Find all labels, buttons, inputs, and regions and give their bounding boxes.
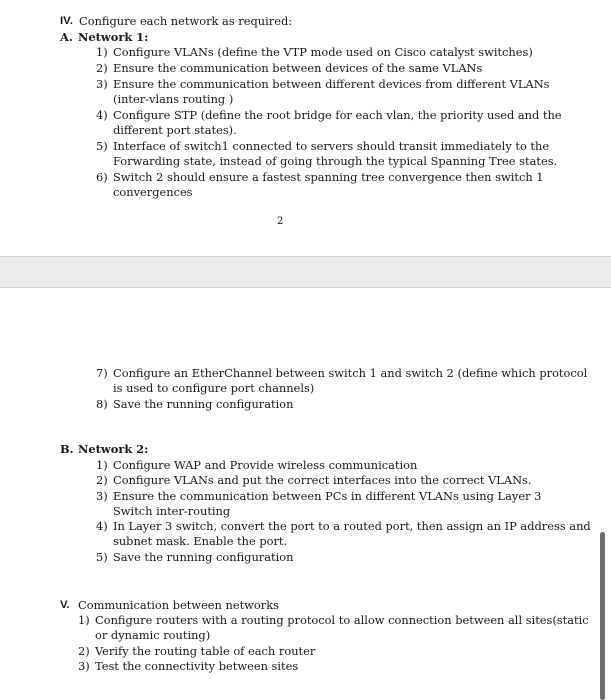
network1-item-5-number: 5) (96, 139, 108, 153)
section-v-item-3-number: 3) (78, 659, 90, 673)
section-iv-numeral: IV. (60, 15, 73, 27)
network1-item-6-number: 6) (96, 170, 108, 184)
network1-item-1-number: 1) (96, 45, 108, 59)
network1-item-8-number: 8) (96, 397, 108, 411)
network1-item-4-text-line1: Configure STP (define the root bridge for each vlan, the priority used and the (113, 108, 562, 122)
network2-letter: B. (60, 442, 74, 456)
network2-item-4-text-line2: subnet mask. Enable the port. (113, 534, 288, 548)
network2-title: Network 2: (78, 442, 149, 456)
network2-item-4-number: 4) (96, 519, 108, 533)
network1-item-7-number: 7) (96, 366, 108, 380)
network1-letter: A. (60, 30, 73, 44)
network2-item-4-text-line1: In Layer 3 switch, convert the port to a routed port, then assign an IP address and (113, 519, 591, 533)
network1-item-2-number: 2) (96, 61, 108, 75)
scrollbar-thumb[interactable] (600, 532, 605, 700)
network2-item-1-number: 1) (96, 458, 108, 472)
network1-item-8-text: Save the running configuration (113, 397, 294, 411)
network1-item-3-text-line1: Ensure the communication between different devices from different VLANs (113, 77, 550, 91)
network1-item-1-text: Configure VLANs (define the VTP mode used on Cisco catalyst switches) (113, 45, 533, 59)
network2-item-1-text: Configure WAP and Provide wireless communication (113, 458, 418, 472)
network1-title: Network 1: (78, 30, 149, 44)
section-v-item-2-number: 2) (78, 644, 90, 658)
page-number: 2 (277, 216, 284, 227)
network2-item-3-text-line1: Ensure the communication between PCs in different VLANs using Layer 3 (113, 489, 542, 503)
network1-item-7-text-line2: is used to configure port channels) (113, 381, 315, 395)
network1-item-5-text-line2: Forwarding state, instead of going through the typical Spanning Tree states. (113, 154, 558, 168)
network2-item-2-number: 2) (96, 473, 108, 487)
network1-item-4-number: 4) (96, 108, 108, 122)
section-v-item-1-text-line2: or dynamic routing) (95, 628, 211, 642)
section-v-numeral: V. (60, 599, 70, 611)
network1-item-3-text-line2: (inter-vlans routing ) (113, 92, 234, 106)
section-v-item-2-text: Verify the routing table of each router (95, 644, 316, 658)
network2-item-3-number: 3) (96, 489, 108, 503)
section-iv-title: Configure each network as required: (79, 14, 293, 28)
network1-item-4-text-line2: different port states). (113, 123, 237, 137)
network1-item-7-text-line1: Configure an EtherChannel between switch 1 and switch 2 (define which protocol (113, 366, 588, 380)
network2-item-2-text: Configure VLANs and put the correct interfaces into the correct VLANs. (113, 473, 532, 487)
network1-item-5-text-line1: Interface of switch1 connected to servers should transit immediately to the (113, 139, 550, 153)
section-v-item-1-text-line1: Configure routers with a routing protocol to allow connection between all sites(static (95, 613, 589, 627)
network1-item-6-text-line1: Switch 2 should ensure a fastest spanning tree convergence then switch 1 (113, 170, 544, 184)
network1-item-2-text: Ensure the communication between devices of the same VLANs (113, 61, 483, 75)
section-v-item-3-text: Test the connectivity between sites (95, 659, 299, 673)
network2-item-5-number: 5) (96, 550, 108, 564)
network1-item-3-number: 3) (96, 77, 108, 91)
network2-item-3-text-line2: Switch inter-routing (113, 504, 231, 518)
network1-item-6-text-line2: convergences (113, 185, 193, 199)
page-separator (0, 256, 611, 288)
network2-item-5-text: Save the running configuration (113, 550, 294, 564)
section-v-item-1-number: 1) (78, 613, 90, 627)
section-v-title: Communication between networks (78, 598, 279, 612)
